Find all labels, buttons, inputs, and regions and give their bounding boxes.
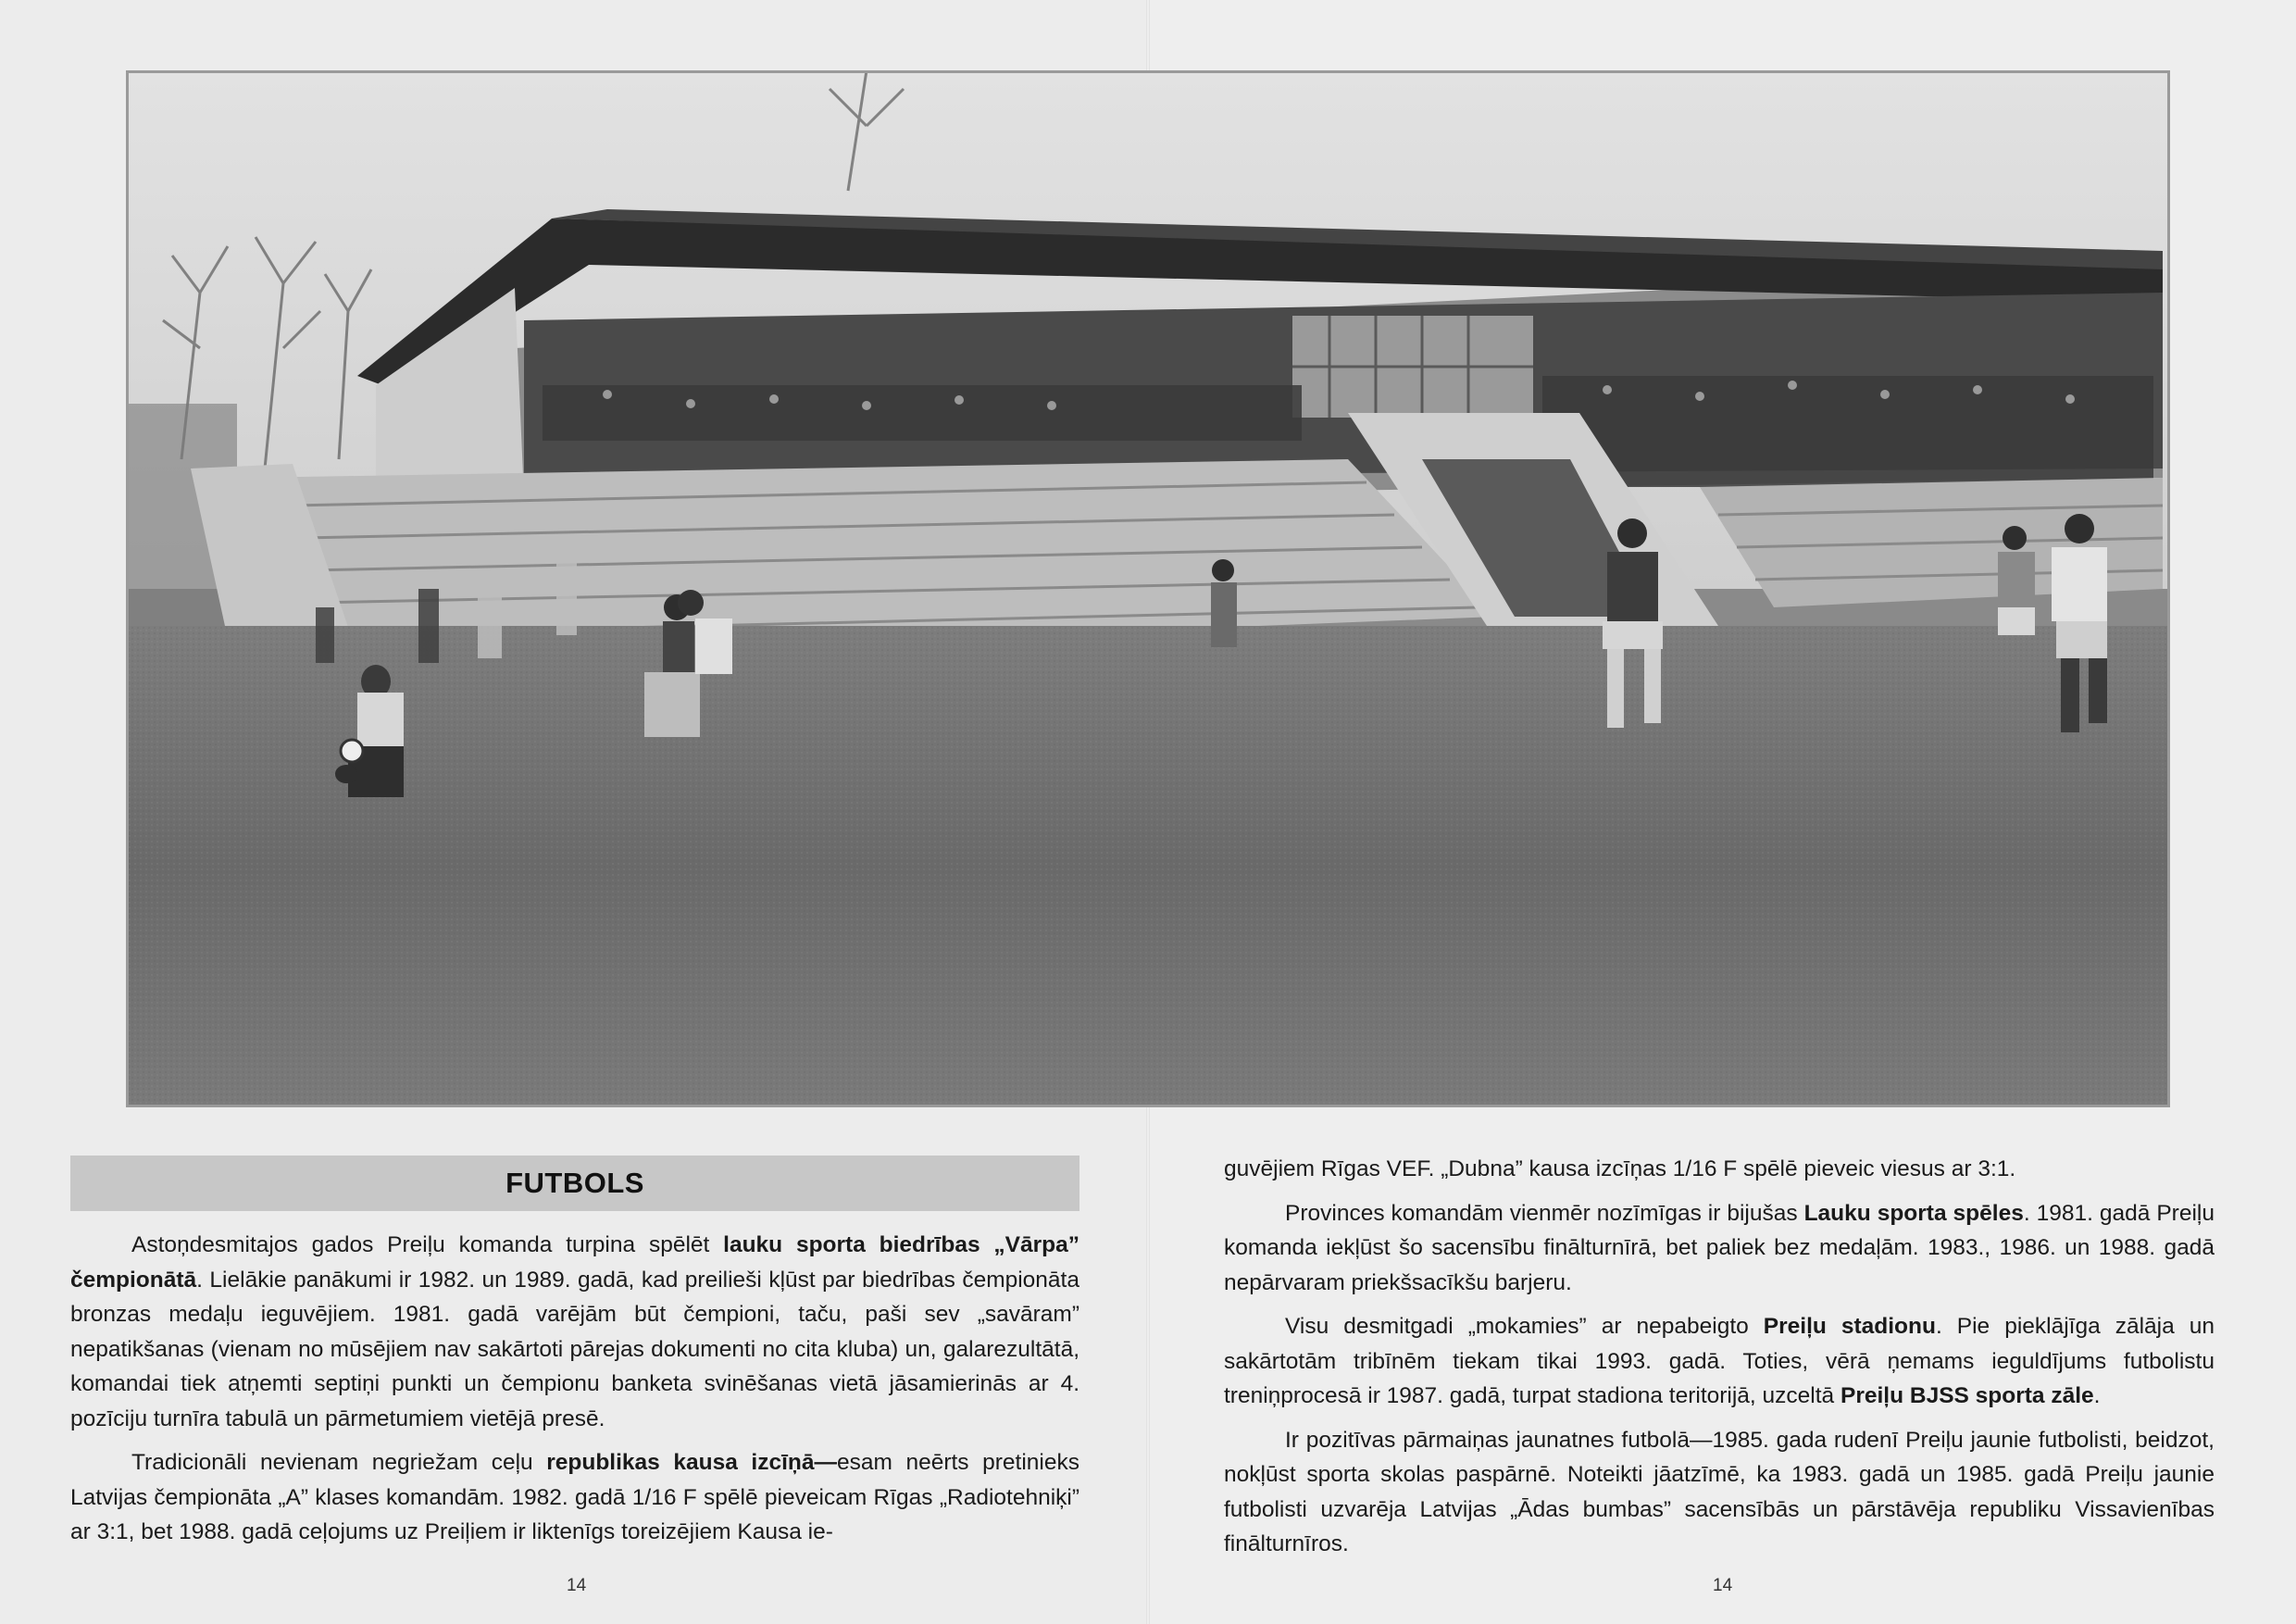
text-run: Provinces komandām vienmēr nozīmīgas ir bijušas — [1285, 1200, 1804, 1226]
text-run: Tradicionāli nevienam negriežam ceļu — [131, 1450, 547, 1475]
section-heading-bar — [70, 1156, 1079, 1211]
paragraph — [70, 1228, 1079, 1436]
text-run: . — [2093, 1383, 2101, 1408]
text-run: . 1981. gadā Preiļu komanda iekļūst šo sacensību finālturnīrā, bet paliek bez medaļām. 1983., 1986. un 1988. gadā nepārvaram priekšsacīkšu barjeru. — [1224, 1200, 2215, 1295]
page-number-right: 14 — [1713, 1576, 1733, 1595]
paragraph — [70, 1445, 1079, 1550]
page-number-left: 14 — [567, 1576, 587, 1595]
paragraph — [1224, 1152, 2215, 1187]
stadium-photo-illustration — [126, 70, 2170, 1107]
bold-text-run: republikas kausa izcīņā— — [546, 1450, 837, 1475]
text-run: . Pie pieklājīga zālāja un sakārtotām tribīnēm tiekam tikai 1993. gadā. Toties, vērā ņemams ieguldījums futbolistu treniņprocesā ir 1987. gadā, turpat stadiona teritorijā, uzceltā — [1224, 1314, 2215, 1408]
text-run: guvējiem Rīgas VEF. „Dubna” kausa izcīņas 1/16 F spēlē pieveic viesus ar 3:1. — [1224, 1156, 2016, 1181]
bold-text-run: Preiļu BJSS sporta zāle — [1840, 1383, 2094, 1408]
text-run: Visu desmitgadi „mokamies” ar nepabeigto — [1285, 1314, 1764, 1339]
paragraph — [1224, 1196, 2215, 1301]
text-run: . Lielākie panākumi ir 1982. un 1989. gadā, kad preilieši kļūst par biedrības čempionāta bronzas medaļu ieguvējiem. 1981. gadā varējām būt čempioni, taču, paši sev „savāram” nepatikšanas (vienam no mūsējiem nav sakārtoti pārejas dokumenti no cita kluba) un, galarezultātā, komandai tiek atņemti septiņi punkti un čempionu banketa svinēšanas vietā jāsamierinās ar 4. pozīciju turnīra tabulā un pārmetumiem vietējā presē. — [70, 1267, 1079, 1431]
paragraph — [1224, 1309, 2215, 1414]
right-text-column — [1224, 1152, 2215, 1571]
bold-text-run: Preiļu stadionu — [1763, 1314, 1936, 1339]
bold-text-run: Lauku sporta spēles — [1803, 1200, 2024, 1226]
bold-text-run: lauku sporta biedrības „Vārpa” čempionātā — [70, 1232, 1079, 1293]
stadium-photo — [126, 70, 2170, 1107]
text-run: Ir pozitīvas pārmaiņas jaunatnes futbolā—1985. gada rudenī Preiļu jaunie futbolisti, beidzot, nokļūst sporta skolas paspārnē. Noteikti jāatzīmē, ka 1983. gadā un 1985. gadā Preiļu jaunie futbolisti uzvarēja Latvijas „Ādas bumbas” sacensībās un pārstāvēja republiku Vissavienības finālturnīros. — [1224, 1427, 2215, 1556]
text-run: esam neērts pretinieks Latvijas čempionāta „A” klases komandām. 1982. gadā 1/16 F spēlē pieveicam Rīgas „Radiotehniķi” ar 3:1, bet 1988. gadā ceļojums uz Preiļiem ir liktenīgs toreizējiem Kausa ie- — [70, 1450, 1079, 1544]
left-text-column — [70, 1228, 1079, 1559]
section-heading: FUTBOLS — [505, 1167, 644, 1199]
text-run: Astoņdesmitajos gados Preiļu komanda turpina spēlēt — [131, 1232, 724, 1257]
paragraph — [1224, 1423, 2215, 1562]
